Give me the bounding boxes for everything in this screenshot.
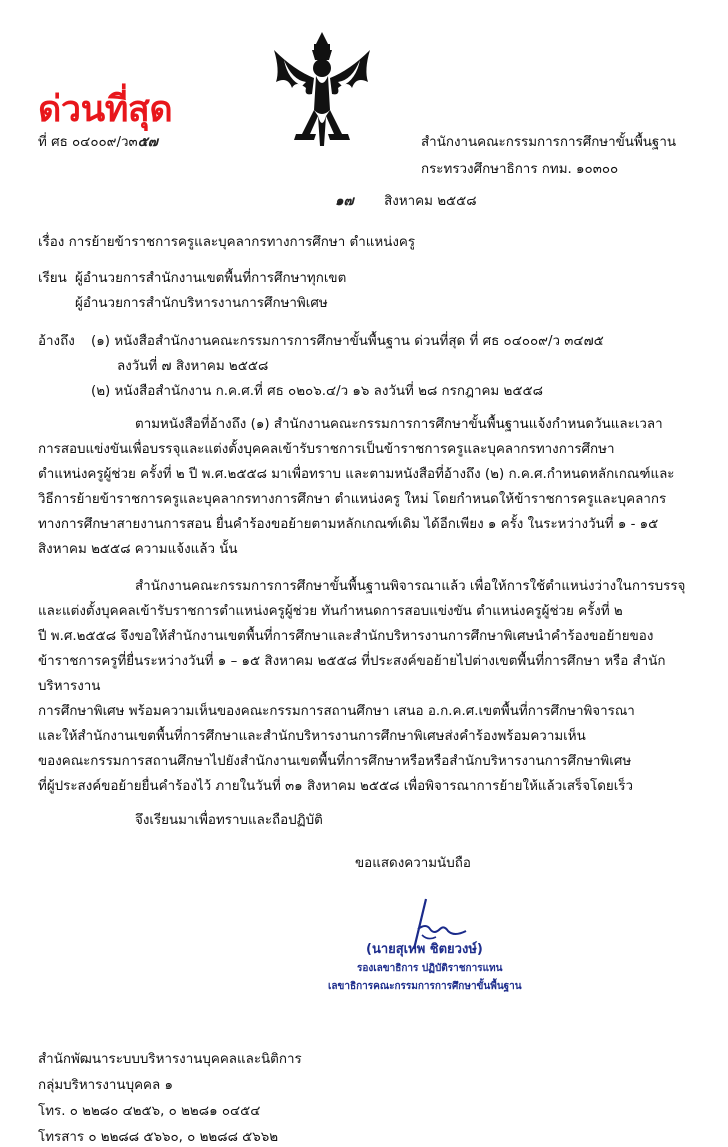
paragraph-1-line: วิธีการย้ายข้าราชการครูและบุคลากรทางการศึกษา ตำแหน่งครู ใหม่ โดยกำหนดให้ข้าราชการครูและบุคลากร xyxy=(38,492,667,507)
paragraph-1-line: ตามหนังสือที่อ้างถึง (๑) สำนักงานคณะกรรมการการศึกษาขั้นพื้นฐานแจ้งกำหนดวันและเวลา xyxy=(135,417,663,432)
footer-office: สำนักพัฒนาระบบบริหารงานบุคคลและนิติการ xyxy=(38,1052,302,1067)
paragraph-1-line: การสอบแข่งขันเพื่อบรรจุและแต่งตั้งบุคคลเข้ารับราชการเป็นข้าราชการครูและบุคลากรทางการศึกษา xyxy=(38,442,615,457)
doc-number-text: ที่ ศธ ๐๔๐๐๙/ว๓ xyxy=(38,135,138,150)
paragraph-2-line: ข้าราชการครูที่ยื่นระหว่างวันที่ ๑ – ๑๕ สิงหาคม ๒๕๕๘ ที่ประสงค์ขอย้ายไปต่างเขตพื้นที่การศึกษา หรือ สำนักบริหารงาน xyxy=(38,654,666,694)
paragraph-2-line: และให้สำนักงานเขตพื้นที่การศึกษาและสำนักบริหารงานการศึกษาพิเศษส่งคำร้องพร้อมความเห็น xyxy=(38,729,586,744)
reference-line-2: ลงวันที่ ๗ สิงหาคม ๒๕๕๘ xyxy=(117,359,269,374)
closing-text: ขอแสดงความนับถือ xyxy=(355,856,471,871)
recipient-line-2: ผู้อำนวยการสำนักบริหารงานการศึกษาพิเศษ xyxy=(75,296,328,311)
reference-label: อ้างถึง xyxy=(38,334,75,349)
paragraph-1-line: ทางการศึกษาสายงานการสอน ยื่นคำร้องขอย้ายตามหลักเกณฑ์เดิม ได้อีกเพียง ๑ ครั้ง ในระหว่างวันที่ ๑ - ๑๕ xyxy=(38,517,659,532)
closing-request: จึงเรียนมาเพื่อทราบและถือปฏิบัติ xyxy=(135,813,323,828)
garuda-emblem-icon xyxy=(266,30,378,152)
paragraph-1 xyxy=(38,412,698,562)
issuer-ministry: กระทรวงศึกษาธิการ กทม. ๑๐๓๐๐ xyxy=(421,162,619,177)
doc-number xyxy=(38,131,158,152)
reference-line-3: (๒) หนังสือสำนักงาน ก.ค.ศ.ที่ ศธ ๐๒๐๖.๔/ว ๑๖ ลงวันที่ ๒๘ กรกฎาคม ๒๕๕๘ xyxy=(91,384,543,399)
paragraph-1-line: ตำแหน่งครูผู้ช่วย ครั้งที่ ๒ ปี พ.ศ.๒๕๕๘ มาเพื่อทราบ และตามหนังสือที่อ้างถึง (๒) ก.ค.ศ.กำหนดหลักเกณฑ์และ xyxy=(38,467,675,482)
paragraph-2-line: สำนักงานคณะกรรมการการศึกษาขั้นพื้นฐานพิจารณาแล้ว เพื่อให้การใช้ตำแหน่งว่างในการบรรจุ xyxy=(135,579,686,594)
signer-position-1: รองเลขาธิการ ปฏิบัติราชการแทน xyxy=(357,963,503,974)
date-day-handwritten: ๑๗ xyxy=(335,193,354,209)
paragraph-2-line: และแต่งตั้งบุคคลเข้ารับราชการตำแหน่งครูผู้ช่วย ทันกำหนดการสอบแข่งขัน ตำแหน่งครูผู้ช่วย ครั้งที่ ๒ xyxy=(38,604,623,619)
paragraph-2-line: ของคณะกรรมการสถานศึกษาไปยังสำนักงานเขตพื้นที่การศึกษาหรือหรือสำนักบริหารงานการศึกษาพิเศษ xyxy=(38,754,632,769)
paragraph-2-line: ที่ผู้ประสงค์ขอย้ายยื่นคำร้องไว้ ภายในวันที่ ๓๑ สิงหาคม ๒๕๕๘ เพื่อพิจารณาการย้ายให้แล้วเสร็จโดยเร็ว xyxy=(38,779,634,794)
paragraph-2-line: การศึกษาพิเศษ พร้อมความเห็นของคณะกรรมการสถานศึกษา เสนอ อ.ก.ค.ศ.เขตพื้นที่การศึกษาพิจารณา xyxy=(38,704,635,719)
subject-line xyxy=(38,231,415,252)
recipient-label: เรียน xyxy=(38,271,67,286)
date-month-year: สิงหาคม ๒๕๕๘ xyxy=(384,194,477,209)
recipient-line-1: ผู้อำนวยการสำนักงานเขตพื้นที่การศึกษาทุกเขต xyxy=(75,271,347,286)
reference-line-1: (๑) หนังสือสำนักงานคณะกรรมการการศึกษาขั้นพื้นฐาน ด่วนที่สุด ที่ ศธ ๐๔๐๐๙/ว ๓๔๗๕ xyxy=(91,334,604,349)
footer-phone: โทร. ๐ ๒๒๘๐ ๔๒๕๖, ๐ ๒๒๘๑ ๐๔๕๔ xyxy=(38,1104,261,1119)
paragraph-1-line: สิงหาคม ๒๕๕๘ ความแจ้งแล้ว นั้น xyxy=(38,542,238,557)
subject-label: เรื่อง xyxy=(38,235,65,250)
doc-number-handwritten: ๕๗ xyxy=(137,134,158,150)
urgency-stamp: ด่วนที่สุด xyxy=(38,89,173,130)
issuer-office: สำนักงานคณะกรรมการการศึกษาขั้นพื้นฐาน xyxy=(421,135,676,150)
subject-text: การย้ายข้าราชการครูและบุคลากรทางการศึกษา ตำแหน่งครู xyxy=(68,235,416,250)
paragraph-2 xyxy=(38,574,698,799)
document-date xyxy=(335,190,477,211)
signer-position-2: เลขาธิการคณะกรรมการการศึกษาขั้นพื้นฐาน xyxy=(328,981,522,992)
paragraph-2-line: ปี พ.ศ.๒๕๕๘ จึงขอให้สำนักงานเขตพื้นที่การศึกษาและสำนักบริหารงานการศึกษาพิเศษนำคำร้องขอย้ายของ xyxy=(38,629,654,644)
footer-fax: โทรสาร ๐ ๒๒๘๘ ๕๖๖๐, ๐ ๒๒๘๘ ๕๖๖๒ xyxy=(38,1130,279,1145)
signer-name: (นายสุเทพ ชิตยวงษ์) xyxy=(366,942,483,957)
footer-group: กลุ่มบริหารงานบุคคล ๑ xyxy=(38,1078,173,1093)
